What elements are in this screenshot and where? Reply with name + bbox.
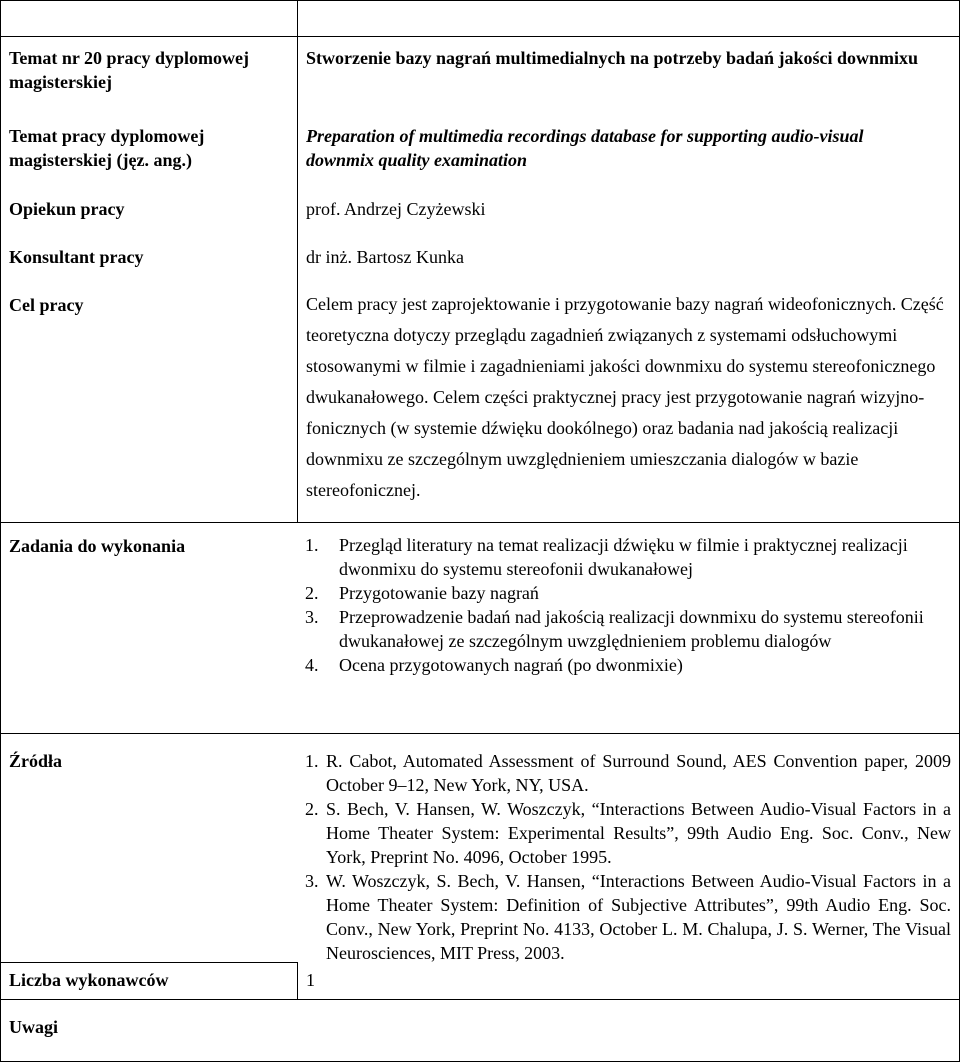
row-separator-contractors xyxy=(0,962,297,963)
header-separator xyxy=(0,36,960,37)
table-left-border xyxy=(0,0,1,1062)
task-item xyxy=(305,533,930,581)
source-number: 2. xyxy=(305,799,319,819)
source-text: S. Bech, V. Hansen, W. Woszczyk, “Interactions Between Audio-Visual Factors in a Home Theater System: Experimental Results”, 99th Audio Eng. Soc. Conv., New York, Preprint No. 4096, October 1995. xyxy=(326,799,951,867)
sources-label: Źródła xyxy=(9,751,63,771)
consultant-label: Konsultant pracy xyxy=(9,247,144,267)
column-divider-contractors xyxy=(297,962,298,1000)
task-number: 3. xyxy=(305,607,319,627)
source-item xyxy=(305,797,951,869)
table-top-border xyxy=(0,0,960,1)
source-item xyxy=(305,869,951,965)
row-separator-notes xyxy=(0,999,960,1000)
task-number: 2. xyxy=(305,583,319,603)
topic-en-label: Temat pracy dyplomowej magisterskiej (jęz. ang.) xyxy=(9,126,205,170)
goal-value: Celem pracy jest zaprojektowanie i przygotowanie bazy nagrań wideofonicznych. Część teoretyczna dotyczy przeglądu zagadnień związanych z systemami odsłuchowymi stosowanymi w filmie i zagadnieniami jakości downmixu do systemu stereofonicznego dwukanałowego. Celem części praktycznej pracy jest przygotowanie nagrań wizyjno-fonicznych (w systemie dźwięku dookólnego) oraz badania nad jakością realizacji downmixu ze szczególnym uwzględnieniem umieszczania dialogów w bazie stereofonicznej. xyxy=(306,294,944,500)
task-text: Przygotowanie bazy nagrań xyxy=(339,583,539,603)
tasks-list xyxy=(305,533,930,677)
topic-pl-label: Temat nr 20 pracy dyplomowej magisterskiej xyxy=(9,48,249,92)
row-separator-sources xyxy=(0,733,960,734)
tasks-label: Zadania do wykonania xyxy=(9,536,186,556)
task-item xyxy=(305,605,930,653)
goal-label: Cel pracy xyxy=(9,295,84,315)
task-text: Przegląd literatury na temat realizacji dźwięku w filmie i praktycznej realizacji dwonmixu do systemu stereofonii dwukanałowej xyxy=(339,535,908,579)
task-number: 1. xyxy=(305,535,319,555)
supervisor-value: prof. Andrzej Czyżewski xyxy=(306,199,486,219)
source-text: R. Cabot, Automated Assessment of Surround Sound, AES Convention paper, 2009 October 9–12, New York, NY, USA. xyxy=(326,751,951,795)
supervisor-label: Opiekun pracy xyxy=(9,199,125,219)
source-text: W. Woszczyk, S. Bech, V. Hansen, “Interactions Between Audio-Visual Factors in a Home Theater System: Definition of Subjective Attributes”, 99th Audio Eng. Soc. Conv., New York, Preprint No. 4133, October L. M. Chalupa, J. S. Werner, The Visual Neurosciences, MIT Press, 2003. xyxy=(326,871,951,963)
contractors-label: Liczba wykonawców xyxy=(9,970,169,990)
task-text: Przeprowadzenie badań nad jakością realizacji downmixu do systemu stereofonii dwukanałowej ze szczególnym uwzględnieniem problemu dialogów xyxy=(339,607,924,651)
contractors-value: 1 xyxy=(306,970,315,990)
task-item xyxy=(305,581,930,605)
consultant-value: dr inż. Bartosz Kunka xyxy=(306,247,464,267)
task-number: 4. xyxy=(305,655,319,675)
notes-label: Uwagi xyxy=(9,1017,58,1037)
sources-list xyxy=(305,749,951,965)
row-separator-tasks xyxy=(0,522,960,523)
source-number: 1. xyxy=(305,751,319,771)
topic-pl-value: Stworzenie bazy nagrań multimedialnych na potrzeby badań jakości downmixu xyxy=(306,48,919,68)
column-divider-top xyxy=(297,0,298,523)
source-number: 3. xyxy=(305,871,319,891)
task-text: Ocena przygotowanych nagrań (po dwonmixie) xyxy=(339,655,683,675)
task-item xyxy=(305,653,930,677)
topic-en-value: Preparation of multimedia recordings database for supporting audio-visual downmix quality examination xyxy=(306,126,864,170)
source-item xyxy=(305,749,951,797)
